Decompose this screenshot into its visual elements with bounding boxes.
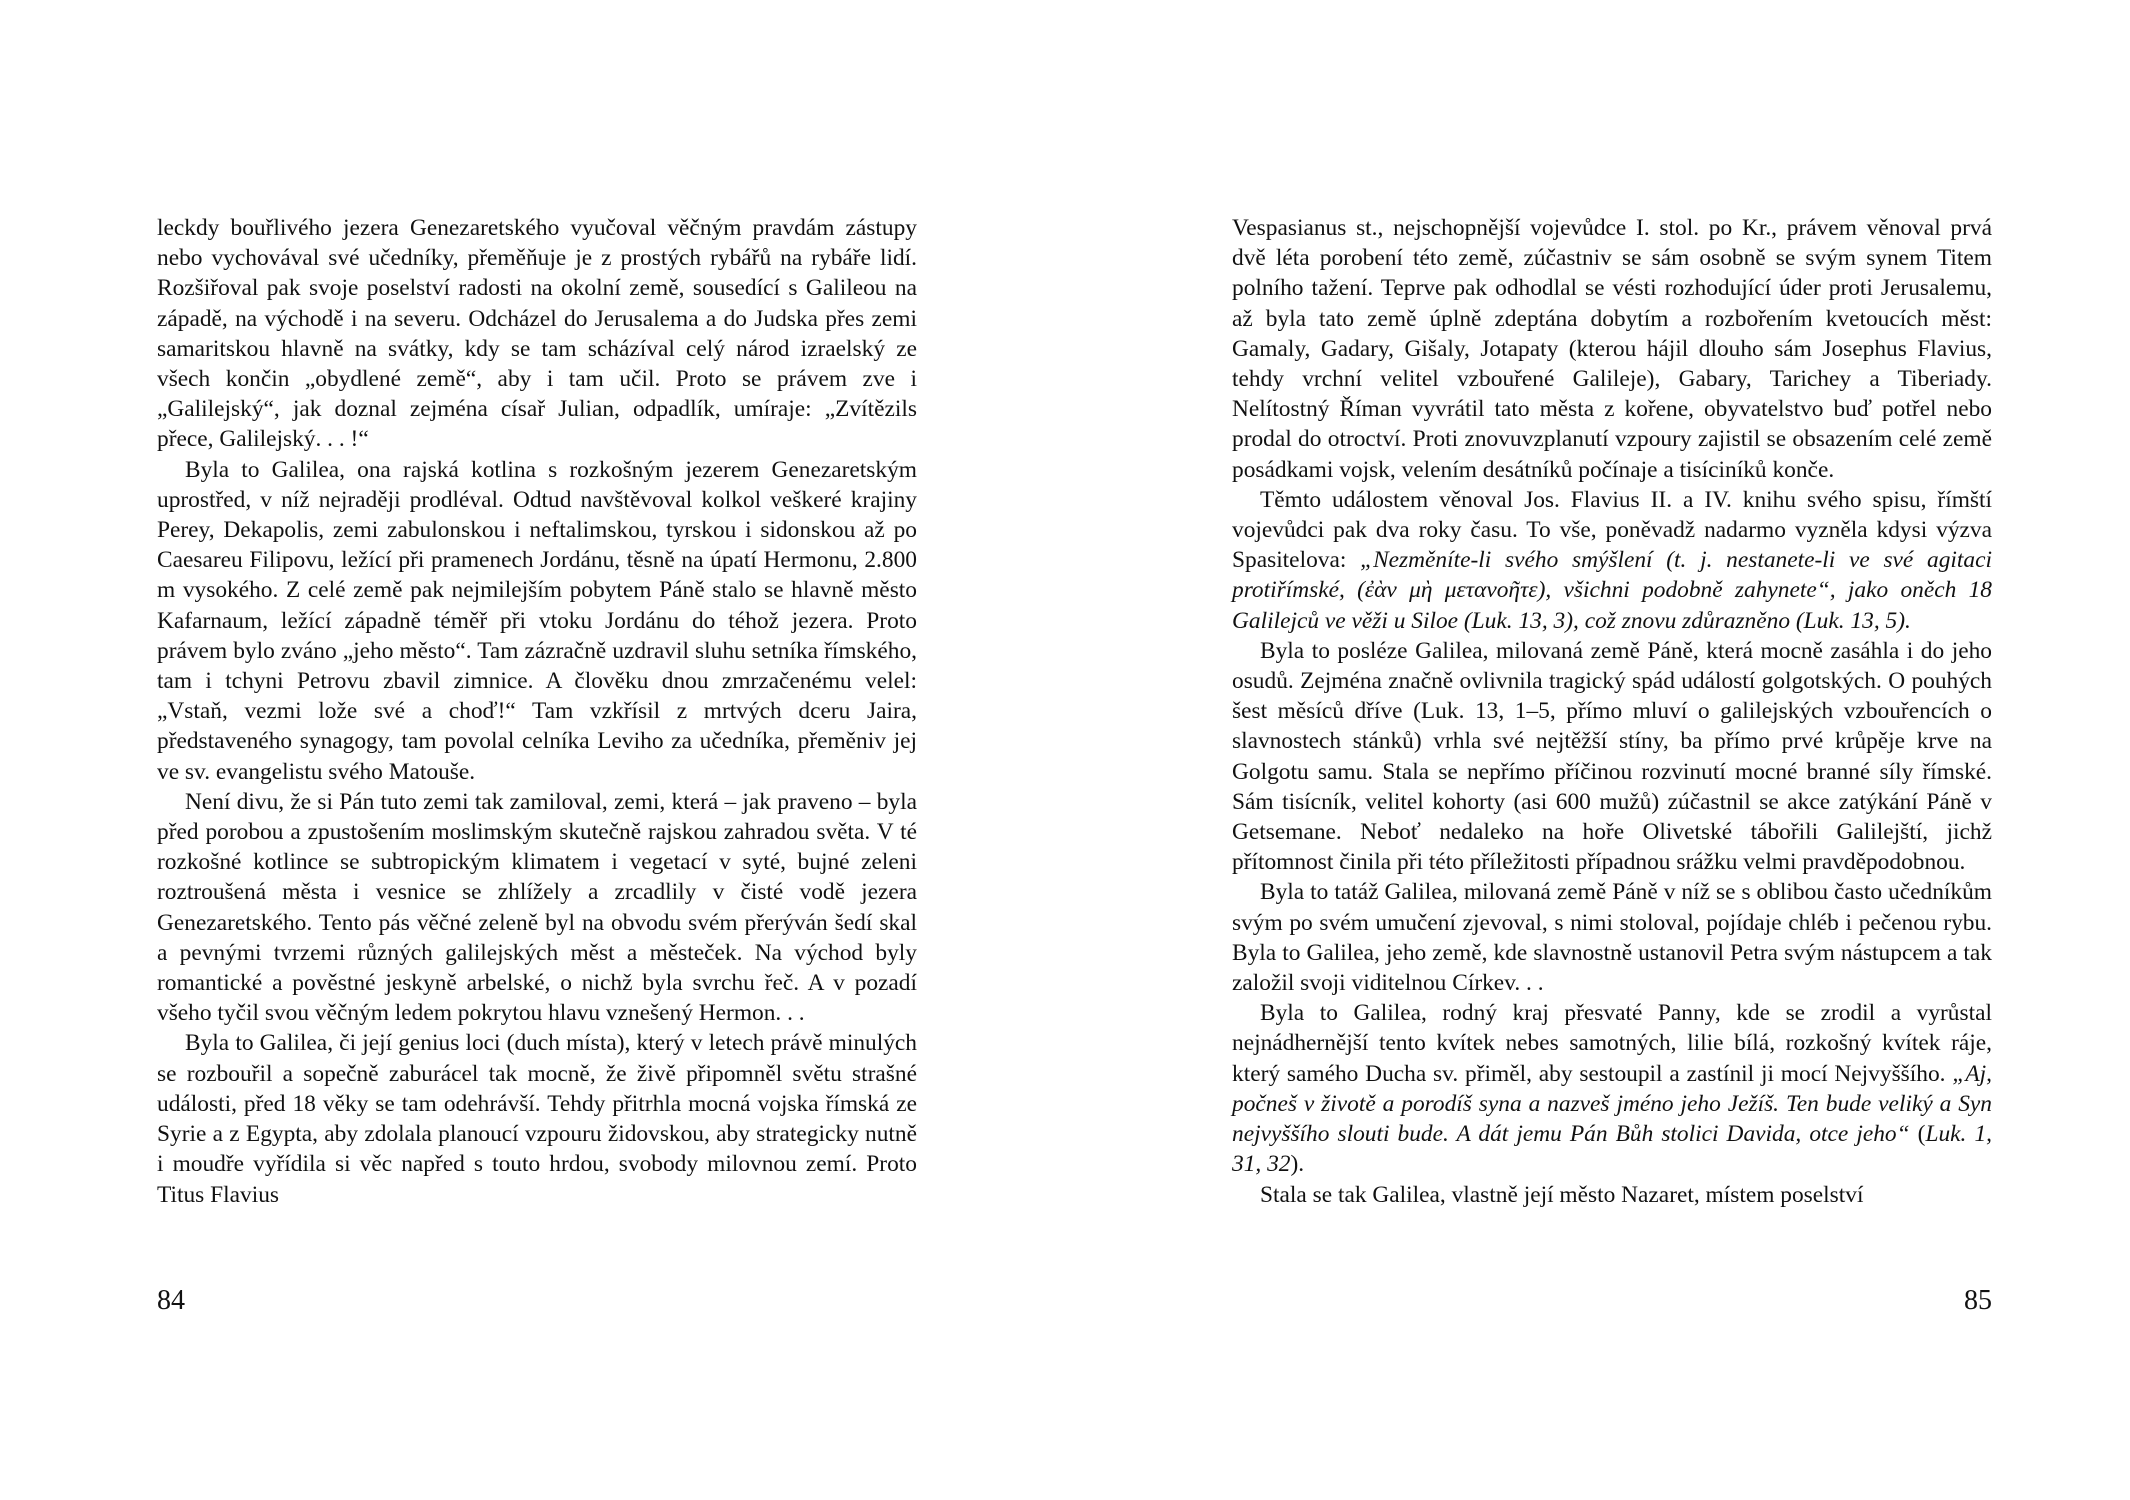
left-page bbox=[157, 213, 917, 1343]
paragraph: Byla to Galilea, ona rajská kotlina s rozkošným jezerem Genezaretským uprostřed, v níž nejraději prodléval. Odtud navštěvoval kolkol veškeré krajiny Perey, Dekapolis, zemi zabulonskou i neftalimskou, tyrskou i sidonskou až po Caesareu Filipovu, ležící při pramenech Jordánu, těsně na úpatí Hermonu, 2.800 m vysokého. Z celé země pak nejmilejším pobytem Páně stalo se hlavně město Kafarnaum, ležící západně téměř při vtoku Jordánu do téhož jezera. Proto právem bylo zváno „jeho město“. Tam zázračně uzdravil sluhu setníka římského, tam i tchyni Petrovu zbavil zimnice. A člověku dnou zmrzačenému velel: „Vstaň, vezmi lože své a choď!“ Tam vzkřísil z mrtvých dceru Jaira, představeného synagogy, tam povolal celníka Leviho za učedníka, přeměniv jej ve sv. evangelistu svého Matouše. bbox=[157, 456, 917, 785]
paragraph-text: ). bbox=[1290, 1151, 1305, 1178]
paragraph: Byla to posléze Galilea, milovaná země Páně, která mocně zasáhla i do jeho osudů. Zejména značně ovlivnila tragický spád událostí golgotských. O pouhých šest měsíců dříve (Luk. 13, 1–5, přímo mluví o galilejských vzbouřencích o slavnostech stánků) vrhla své nejtěžší stíny, ba přímo prvé krůpěje krve na Golgotu samu. Stala se nepřímo příčinou rozvinutí mocné branné síly římské. Sám tisícník, velitel kohorty (asi 600 mužů) zúčastnil se akce zatýkání Páně v Getsemane. Neboť nedaleko na hoře Olivetské tábořili Galilejští, jichž přítomnost činila při této příležitosti případnou srážku velmi pravděpodobnou. bbox=[1232, 637, 1992, 876]
paragraph bbox=[1232, 998, 1992, 1179]
paragraph-text: Byla to Galilea, rodný kraj přesvaté Panny, kde se zrodil a vyrůstal nejnádhernější tento kvítek nebes samotných, lilie bílá, rozkošný kvítek ráje, který samého Ducha sv. přiměl, aby sestoupil a zastínil ji mocí Nejvyššího. bbox=[1232, 1000, 1992, 1087]
left-page-text bbox=[157, 213, 917, 1210]
right-page bbox=[1232, 213, 1992, 1343]
paragraph bbox=[1232, 485, 1992, 636]
paragraph: Byla to Galilea, či její genius loci (duch místa), který v letech právě minulých se rozbouřil a sopečně zaburácel tak mocně, že živě připomněl světu strašné události, před 18 věky se tam odehrávší. Tehdy přitrhla mocná vojska římská ze Syrie a z Egypta, aby zdolala planoucí vzpouru židovskou, aby strategicky nutně i moudře vyřídila si věc napřed s touto hrdou, svobody milovnou zemí. Proto Titus Flavius bbox=[157, 1030, 917, 1208]
paragraph-text: ( bbox=[1909, 1121, 1926, 1148]
paragraph-text: Těmto událostem věnoval Jos. Flavius II. a IV. knihu svého spisu, římští vojevůdci pak dva roky času. To vše, poněvadž nadarmo vyzněla kdysi výzva Spasitelova: bbox=[1232, 486, 1992, 574]
citation: Luk. 1, 31, 32 bbox=[1232, 1121, 1992, 1178]
italic-quote: „Aj, počneš v životě a porodíš syna a nazveš jméno jeho Ježíš. Ten bude veliký a Syn nejvyššího slouti bude. A dát jemu Pán Bůh stolici Davida, otce jeho“ bbox=[1232, 1060, 1992, 1148]
paragraph: Stala se tak Galilea, vlastně její město Nazaret, místem poselství bbox=[1260, 1181, 1864, 1208]
page-number-right: 85 bbox=[1964, 1285, 1992, 1316]
page-number-left: 84 bbox=[157, 1285, 185, 1316]
paragraph: Byla to tatáž Galilea, milovaná země Páně v níž se s oblibou často učedníkům svým po svém umučení zjevoval, s nimi stoloval, pojídaje chléb i pečenou rybu. Byla to Galilea, jeho země, kde slavnostně ustanovil Petra svým nástupcem a tak založil svoji viditelnou Církev. . . bbox=[1232, 879, 1992, 997]
paragraph: Není divu, že si Pán tuto zemi tak zamiloval, zemi, která – jak praveno – byla před porobou a zpustošením moslimským skutečně rajskou zahradou světa. V té rozkošné kotlince se subtropickým klimatem i vegetací v syté, bujné zeleni roztroušená města i vesnice se zhlížely a zrcadlily v čisté vodě jezera Genezaretského. Tento pás věčné zeleně byl na obvodu svém přerýván šedí skal a pevnými tvrzemi různých galilejských měst a městeček. Na východ byly romantické a pověstné jeskyně arbelské, o nichž byla svrchu řeč. A v pozadí všeho tyčil svou věčným ledem pokrytou hlavu vznešený Hermon. . . bbox=[157, 788, 917, 1027]
paragraph: Vespasianus st., nejschopnější vojevůdce I. stol. po Kr., právem věnoval prvá dvě léta porobení této země, zúčastniv se sám osobně se svým synem Titem polního tažení. Teprve pak odhodlal se vésti rozhodující úder proti Jerusalemu, až byla tato země úplně zdeptána dobytím a rozbořením kvetoucích měst: Gamaly, Gadary, Gišaly, Jotapaty (kterou hájil dlouho sám Josephus Flavius, tehdy vrchní velitel vzbouřené Galileje), Gabary, Tarichey a Tiberiady. Nelítostný Říman vyvrátil tato města z kořene, obyvatelstvo buď potřel nebo prodal do otroctví. Proti znovuvzplanutí vzpoury zajistil se obsazením celé země posádkami vojsk, velením desátníků počínaje a tisíciníků konče. bbox=[1232, 215, 1992, 483]
paragraph: leckdy bouřlivého jezera Genezaretského vyučoval věčným pravdám zástupy nebo vychovával své učedníky, přeměňuje je z prostých rybářů na rybáře lidí. Rozšiřoval pak svoje poselství radosti na okolní země, sousedící s Galileou na západě, na východě i na severu. Odcházel do Jerusalema a do Judska přes zemi samaritskou hlavně na svátky, kdy se tam scházíval celý národ izraelský ze všech končin „obydlené země“, aby i tam učil. Proto se právem zve i „Galilejský“, jak doznal zejména císař Julian, odpadlík, umíraje: „Zvítězils přece, Galilejský. . . !“ bbox=[157, 215, 917, 453]
right-page-text bbox=[1232, 213, 1992, 1210]
italic-quote: „Nezměníte-li svého smýšlení (t. j. nestanete-li ve své agitaci protiřímské, (ἐὰν μὴ μετανοῆτε), všichni podobně zahynete“, jako oněch 18 Galilejců ve věži u Siloe (Luk. 13, 3), což znovu zdůrazněno (Luk. 13, 5). bbox=[1232, 547, 1992, 634]
